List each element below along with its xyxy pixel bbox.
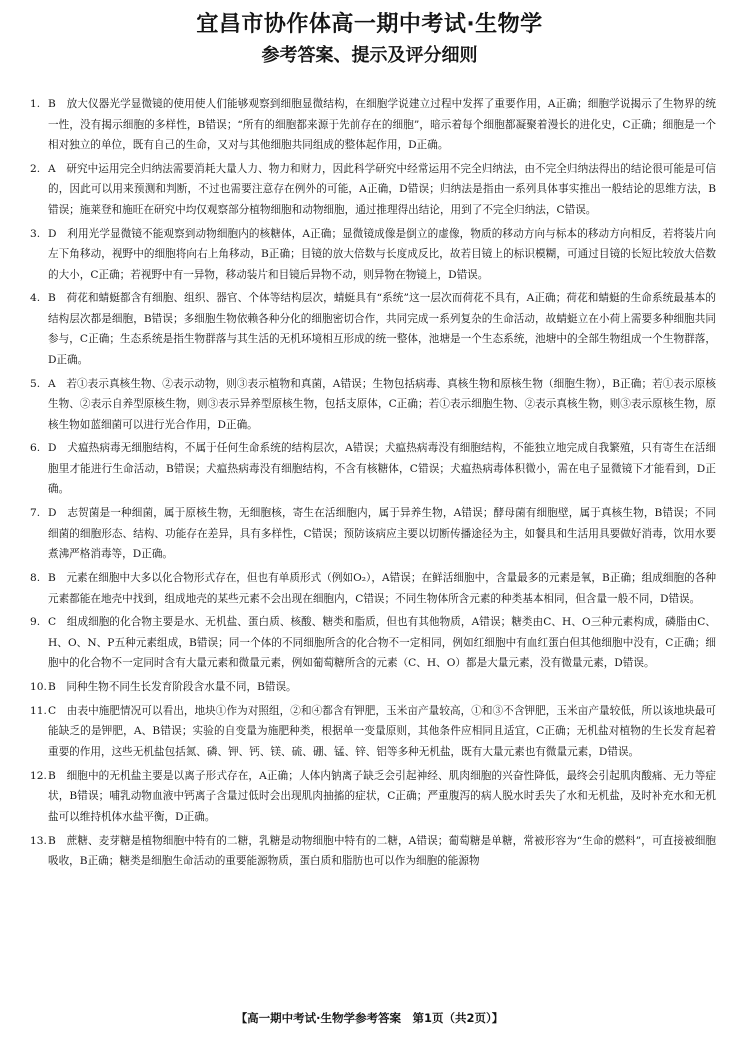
page-footer: 【高一期中考试·生物学参考答案 第1页（共2页）】 <box>235 1011 504 1025</box>
answer-item <box>30 288 716 370</box>
answer-item <box>30 94 716 156</box>
answer-text: C 由表中施肥情况可以看出，地块①作为对照组，②和④都含有钾肥，玉米亩产量较高，①和③不含钾肥，玉米亩产量较低，所以该地块最可能缺乏的是钾肥，A、B错误；实验的自变量为施肥种类，根据单一变量原则，其他条件应相同且适宜，C正确；无机盐对植物的生长发育起着重要的作用，这些无机盐包括氮、磷、钾、钙、镁、硫、硼、锰、锌、铝等多种无机盐，既有大量元素也有微量元素，D错误。 <box>48 704 716 758</box>
answer-text: D 犬瘟热病毒无细胞结构，不属于任何生命系统的结构层次，A错误；犬瘟热病毒没有细胞结构，不能独立地完成自我繁殖，只有寄生在活细胞里才能进行生命活动，B错误；犬瘟热病毒没有细胞结构，不含有核糖体，C错误；犬瘟热病毒体积微小，需在电子显微镜下才能看到，D正确。 <box>48 442 716 496</box>
answer-number: 2. <box>30 162 41 175</box>
answer-number: 1. <box>30 98 41 110</box>
answer-text: B 荷花和蜻蜓都含有细胞、组织、器官、个体等结构层次，蜻蜓具有“系统”这一层次而荷花不具有，A正确；荷花和蜻蜓的生命系统最基本的结构层次都是细胞，B错误；多细胞生物依赖各种分化的细胞密切合作，共同完成一系列复杂的生命活动，故蜻蜓立在小荷上需要多种细胞共同参与，C正确；生态系统是指生物群落与其生活的无机环境相互形成的统一整体，池塘是一个生态系统，池塘中的全部生物组成一个生物群落，D正确。 <box>48 292 716 366</box>
answer-item <box>30 568 716 609</box>
answer-number: 10. <box>30 681 47 694</box>
answer-item <box>30 701 716 763</box>
answer-number: 7. <box>30 507 41 520</box>
answer-number: 12. <box>30 769 47 782</box>
answer-number: 6. <box>30 442 41 455</box>
answer-number: 5. <box>30 377 41 390</box>
answer-item <box>30 766 716 828</box>
answer-text: B 同种生物不同生长发育阶段含水量不同，B错误。 <box>48 681 297 694</box>
answer-number: 4. <box>30 292 41 305</box>
answer-text: A 研究中运用完全归纳法需要消耗大量人力、物力和财力，因此科学研究中经常运用不完全归纳法，由不完全归纳法得出的结论很可能是可信的，因此可以用来预测和判断，不过也需要注意存在例外的可能，A正确，D错误；归纳法是指由一系列具体事实推出一般结论的思维方法，B错误；施莱登和施旺在研究中均仅观察部分植物细胞和动物细胞，通过推理得出结论，用到了不完全归纳法，C错误。 <box>48 162 716 216</box>
answer-text: C 组成细胞的化合物主要是水、无机盐、蛋白质、核酸、糖类和脂质，但也有其他物质，A错误；糖类由C、H、O三种元素构成，磷脂由C、H、O、N、P五种元素组成，B错误；同一个体的不同细胞所含的化合物不一定相同，例如红细胞中有血红蛋白但其他细胞中没有，C正确；细胞中的化合物不一定同时含有大量元素和微量元素，例如葡萄糖所含的元素（C、H、O）都是大量元素，没有微量元素，D错误。 <box>48 616 716 670</box>
answer-text: D 志贺菌是一种细菌，属于原核生物，无细胞核，寄生在活细胞内，属于异养生物，A错误；酵母菌有细胞壁，属于真核生物，B错误；不同细菌的细胞形态、结构、功能存在差异，具有多样性，C错误；预防该病应主要以切断传播途径为主，如餐具和生活用具要做好消毒，饮用水要煮沸严格消毒等，D正确。 <box>48 507 716 561</box>
answer-number: 9. <box>30 616 41 629</box>
answer-text: A 若①表示真核生物、②表示动物，则③表示植物和真菌，A错误；生物包括病毒、真核生物和原核生物（细胞生物），B正确；若①表示原核生物、②表示自养型原核生物，则③表示异养型原核生物，包括支原体，C正确；若①表示细胞生物、②表示真核生物，则③表示原核生物，原核生物如蓝细菌可以进行光合作用，D正确。 <box>48 377 716 431</box>
answer-item <box>30 831 716 872</box>
answer-text: B 细胞中的无机盐主要是以离子形式存在，A正确；人体内钠离子缺乏会引起神经、肌肉细胞的兴奋性降低，最终会引起肌肉酸痛、无力等症状，B错误；哺乳动物血液中钙离子含量过低时会出现肌肉抽搐的症状，C正确；严重腹泻的病人脱水时丢失了水和无机盐，及时补充水和无机盐可以维持机体水盐平衡，D正确。 <box>48 769 716 823</box>
answer-item <box>30 503 716 565</box>
page-title: 宜昌市协作体高一期中考试·生物学 <box>196 12 543 37</box>
answer-text: B 元素在细胞中大多以化合物形式存在，但也有单质形式（例如O₂），A错误；在鲜活细胞中，含量最多的元素是氧，B正确；组成细胞的各种元素都能在地壳中找到，组成地壳的某些元素不会出现在细胞内，C错误；不同生物体所含元素的种类基本相同，但含量一般不同，D错误。 <box>48 572 716 605</box>
answer-item <box>30 612 716 674</box>
answer-item <box>30 374 716 436</box>
answer-number: 8. <box>30 572 41 585</box>
answer-item <box>30 159 716 221</box>
answer-number: 13. <box>30 834 47 847</box>
answer-text: D 利用光学显微镜不能观察到动物细胞内的核糖体，A正确；显微镜成像是倒立的虚像，物质的移动方向与标本的移动方向相反，若将装片向左下角移动，视野中的细胞将向右上角移动，B正确；目镜的放大倍数与长度成反比，故若目镜上的标识模糊，可通过目镜的长短比较放大倍数的大小，C正确；若视野中有一异物，移动装片和目镜后异物不动，则异物在物镜上，D错误。 <box>48 227 716 281</box>
answer-text: B 蔗糖、麦芽糖是植物细胞中特有的二糖，乳糖是动物细胞中特有的二糖，A错误；葡萄糖是单糖，常被形容为“生命的燃料”，可直接被细胞吸收，B正确；糖类是细胞生命活动的重要能源物质，蛋白质和脂肪也可以作为细胞的能源物 <box>48 834 716 868</box>
answer-item <box>30 677 716 698</box>
answer-number: 11. <box>30 704 47 717</box>
answer-item <box>30 438 716 500</box>
answer-text: B 放大仪器光学显微镜的使用使人们能够观察到细胞显微结构，在细胞学说建立过程中发挥了重要作用，A正确；细胞学说揭示了生物界的统一性，没有揭示细胞的多样性，B错误；“所有的细胞都来源于先前存在的细胞”，暗示着每个细胞都凝聚着漫长的进化史，C正确；细胞是一个相对独立的单位，既有自己的生命，又对与其他细胞共同组成的整体起作用，D正确。 <box>48 98 716 151</box>
answer-number: 3. <box>30 227 41 240</box>
answer-list <box>30 94 716 875</box>
page-subtitle: 参考答案、提示及评分细则 <box>261 45 478 66</box>
answer-item <box>30 224 716 286</box>
